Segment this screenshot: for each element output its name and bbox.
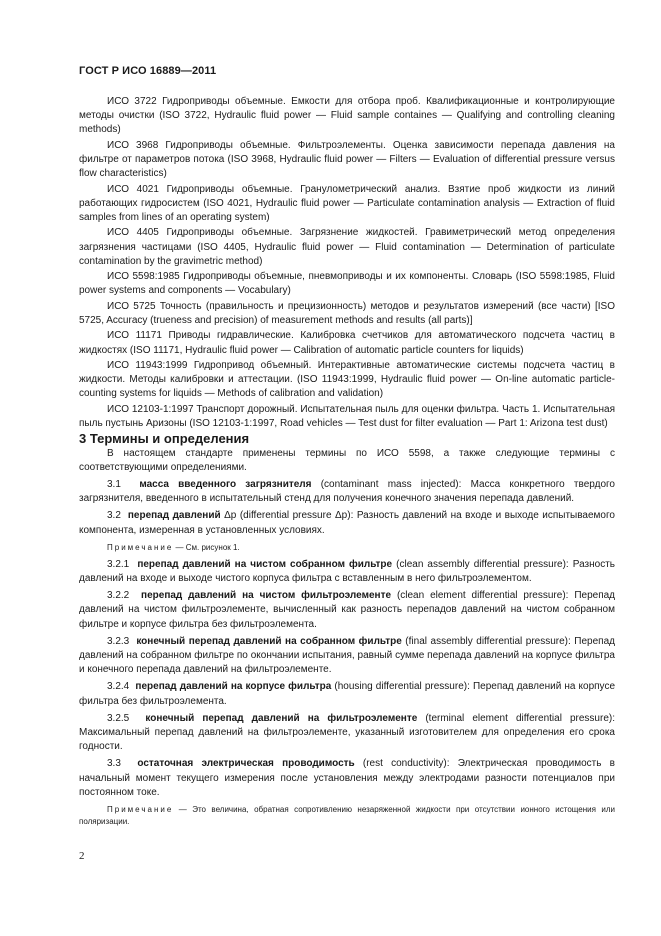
term-3-3: 3.3 остаточная электрическая проводимость (rest conductivity): Электрическая проводимость в начальный момент текущего измерения после установления между электродами разности потенциалов при постоянном токе. (79, 758, 615, 798)
term-3-2-2: 3.2.2 перепад давлений на чистом фильтроэлементе (clean element differential pressure): Перепад давлений на чистом фильтроэлементе, вычисленный как разность перепадов давлений на чистом собранном фильтре и корпусе фильтра без фильтроэлемента. (79, 590, 616, 630)
reference-iso-11943: ИСО 11943:1999 Гидропривод объемный. Интерактивные автоматические системы подсчета частиц в жидкости. Методы калибровки и аттестации. (ISO 11943:1999, Hydraulic fluid power — On-line automatic particle-counting systems for liquids — Methods of calibration and validation) (79, 359, 615, 400)
term-name: перепад давлений (127, 510, 221, 522)
reference-iso-12103: ИСО 12103-1:1997 Транспорт дорожный. Испытательная пыль для оценки фильтра. Часть 1. Испытательная пыль пустынь Аризоны (ISO 12103-1:1997, Road vehicles — Test dust for filter evaluation — Part 1: Arizona test dust) (79, 403, 615, 429)
section-intro: В настоящем стандарте применены термины по ИСО 5598, а также следующие термины с соответствующими определениями. (79, 447, 615, 473)
document-body (79, 95, 615, 832)
term-name: масса введенного загрязнителя (139, 478, 312, 490)
term-name: перепад давлений на корпусе фильтра (135, 681, 332, 693)
term-3-1: 3.1 масса введенного загрязнителя (contaminant mass injected): Масса конкретного твердого загрязнителя, введенного в испытательный стенд для получения конечного значения перепада давлений. (79, 478, 615, 505)
term-name: конечный перепад давлений на собранном фильтре (136, 635, 402, 647)
term-name: остаточная электрическая проводимость (137, 758, 355, 770)
document-header: ГОСТ Р ИСО 16889—2011 (79, 65, 217, 77)
reference-iso-3722: ИСО 3722 Гидроприводы объемные. Емкости для отбора проб. Квалификационные и контролирующие методы очистки (ISO 3722, Hydraulic fluid power — Fluid sample containes — Qualifying and controlling cleaning methods) (79, 96, 615, 136)
reference-iso-4021: ИСО 4021 Гидроприводы объемные. Гранулометрический анализ. Взятие проб жидкости из линий работающих гидросистем (ISO 4021, Hydraulic fluid power — Particulate contamination analysis — Extraction of fluid samples from lines of an operating system) (79, 183, 615, 223)
note-conductivity: Примечание — Это величина, обратная сопротивлению незаряженной жидкости при отсутствии ионного истощения или поляризации. (79, 805, 615, 827)
page-number: 2 (79, 850, 85, 862)
term-3-2-4: 3.2.4 перепад давлений на корпусе фильтра (housing differential pressure): Перепад давлений на корпусе фильтра без фильтроэлемента. (79, 681, 616, 707)
term-3-2: 3.2 перепад давлений Δp (differential pressure Δp): Разность давлений на входе и выходе испытываемого компонента, измеренная в установленных условиях. (79, 510, 615, 536)
term-name: перепад давлений на чистом собранном фильтре (137, 558, 393, 570)
term-name: перепад давлений на чистом фильтроэлементе (141, 590, 392, 602)
reference-iso-11171: ИСО 11171 Приводы гидравлические. Калибровка счетчиков для автоматического подсчета частиц в жидкостях (ISO 11171, Hydraulic fluid power — Calibration of automatic particle counters for liquids) (79, 330, 615, 356)
reference-iso-5725: ИСО 5725 Точность (правильность и прецизионность) методов и результатов измерений (все части) [ISO 5725, Accuracy (trueness and precision) of measurement methods and results (all parts)] (79, 300, 615, 326)
term-name: конечный перепад давлений на фильтроэлементе (145, 712, 418, 724)
term-3-2-5: 3.2.5 конечный перепад давлений на фильтроэлементе (terminal element differential pressure): Максимальный перепад давлений на фильтроэлементе, указанный изготовителем для определения его срока годности. (79, 712, 615, 753)
term-3-2-3: 3.2.3 конечный перепад давлений на собранном фильтре (final assembly differential pressure): Перепад давлений на собранном фильтре по окончании испытания, равный сумме перепада давлений на корпусе фильтра и конечного перепада давлений на фильтроэлементе. (79, 635, 615, 676)
reference-iso-4405: ИСО 4405 Гидроприводы объемные. Загрязнение жидкостей. Гравиметрический метод определения загрязнения частицами (ISO 4405, Hydraulic fluid power — Fluid contamination — Determination of particulate contamination by the gravimetric method) (79, 227, 615, 267)
note-figure-ref: Примечание — См. рисунок 1. (107, 542, 240, 552)
reference-iso-3968: ИСО 3968 Гидроприводы объемные. Фильтроэлементы. Оценка зависимости перепада давления на фильтре от параметров потока (ISO 3968, Hydraulic fluid power — Filters — Evaluation of differential pressure versus flow characteristics) (79, 139, 615, 180)
term-3-2-1: 3.2.1 перепад давлений на чистом собранном фильтре (clean assembly differential pressure): Разность давлений на входе и выходе чистого корпуса фильтра с вставленным в него фильтроэлементом. (79, 558, 615, 584)
reference-iso-5598: ИСО 5598:1985 Гидроприводы объемные, пневмоприводы и их компоненты. Словарь (ISO 5598:1985, Fluid power systems and components — Vocabulary) (79, 271, 615, 297)
section-title: 3 Термины и определения (79, 431, 250, 447)
